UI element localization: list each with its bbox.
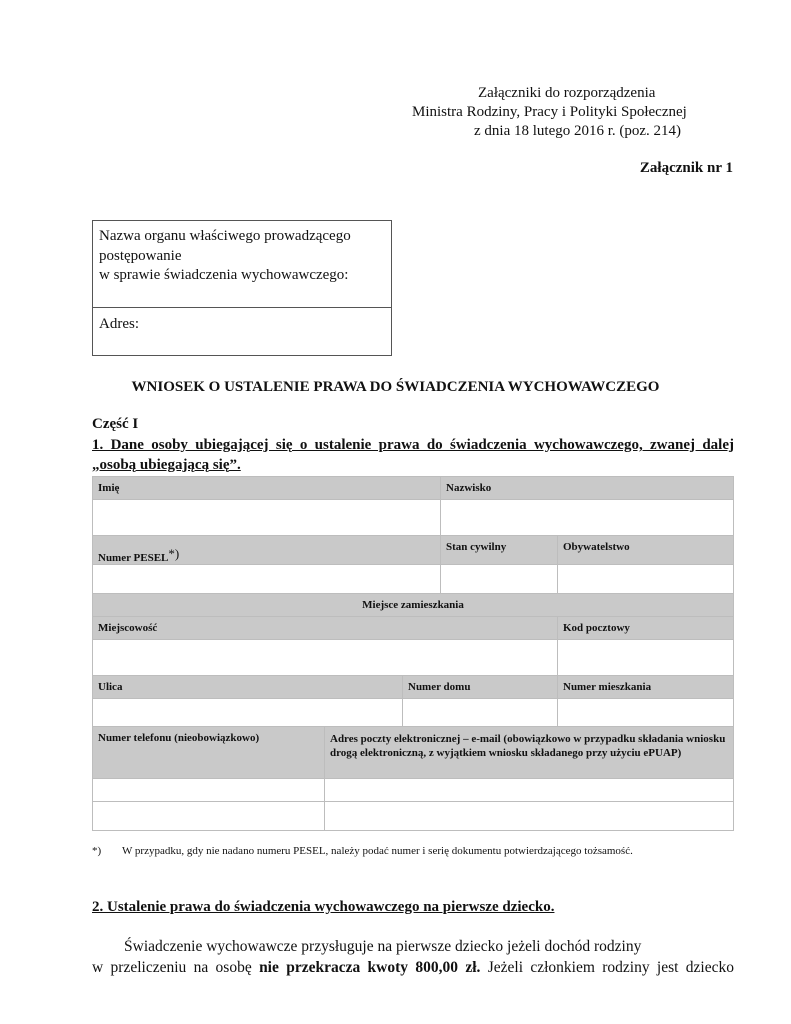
civil-status-header: Stan cywilny bbox=[441, 536, 558, 565]
attachment-number: Załącznik nr 1 bbox=[639, 160, 733, 176]
first-name-header: Imię bbox=[93, 477, 441, 500]
phone-input-2[interactable] bbox=[93, 802, 325, 831]
email-input-2[interactable] bbox=[325, 802, 734, 831]
house-number-input[interactable] bbox=[403, 699, 558, 727]
locality-input[interactable] bbox=[93, 640, 558, 676]
paragraph-line-1: Świadczenie wychowawcze przysługuje na pierwsze dziecko jeżeli dochód rodziny bbox=[124, 938, 642, 955]
citizenship-input[interactable] bbox=[558, 565, 734, 594]
organ-address-field[interactable] bbox=[93, 308, 391, 341]
pesel-header bbox=[93, 536, 441, 565]
organ-name-label-3: w sprawie świadczenia wychowawczego: bbox=[99, 267, 349, 283]
form-title: WNIOSEK O USTALENIE PRAWA DO ŚWIADCZENIA WYCHOWAWCZEGO bbox=[131, 379, 660, 395]
pesel-footnote bbox=[92, 845, 633, 857]
email-input[interactable] bbox=[325, 779, 734, 802]
section-2-title: 2. Ustalenie prawa do świadczenia wychowawczego na pierwsze dziecko. bbox=[92, 899, 555, 915]
postal-code-header: Kod pocztowy bbox=[558, 617, 734, 640]
citizenship-header: Obywatelstwo bbox=[558, 536, 734, 565]
organ-box bbox=[92, 220, 392, 356]
paragraph-line-2-start: w przeliczeniu na osobę bbox=[92, 959, 260, 976]
eligibility-paragraph bbox=[92, 936, 734, 978]
header-line-1: Załączniki do rozporządzenia bbox=[478, 85, 656, 101]
paragraph-line-2 bbox=[92, 957, 734, 978]
civil-status-input[interactable] bbox=[441, 565, 558, 594]
footnote-text: W przypadku, gdy nie nadano numeru PESEL, należy podać numer i serię dokumentu potwierdzającego tożsamość. bbox=[122, 845, 633, 857]
house-number-header: Numer domu bbox=[403, 676, 558, 699]
residence-header: Miejsce zamieszkania bbox=[93, 594, 734, 617]
regulation-header bbox=[380, 84, 740, 141]
income-limit: nie przekracza kwoty 800,00 zł. bbox=[259, 959, 481, 976]
street-header: Ulica bbox=[93, 676, 403, 699]
locality-header: Miejscowość bbox=[93, 617, 558, 640]
organ-address-label: Adres: bbox=[99, 316, 139, 332]
flat-number-header: Numer mieszkania bbox=[558, 676, 734, 699]
part-label: Część I bbox=[92, 416, 139, 432]
header-line-3: z dnia 18 lutego 2016 r. (poz. 214) bbox=[474, 123, 682, 139]
organ-name-label-1: Nazwa organu właściwego prowadzącego bbox=[99, 228, 351, 244]
organ-name-label-2: postępowanie bbox=[99, 247, 182, 264]
header-line-2: Ministra Rodziny, Pracy i Polityki Społecznej bbox=[412, 104, 687, 120]
section-1-title: 1. Dane osoby ubiegającej się o ustalenie prawa do świadczenia wychowawczego, zwanej dalej „osobą ubiegającą się”. bbox=[92, 437, 734, 473]
paragraph-line-2-end: Jeżeli członkiem rodziny jest dziecko bbox=[480, 959, 734, 976]
applicant-data-table bbox=[92, 476, 734, 831]
pesel-footnote-mark: *) bbox=[168, 546, 180, 561]
last-name-input[interactable] bbox=[441, 500, 734, 536]
flat-number-input[interactable] bbox=[558, 699, 734, 727]
pesel-input[interactable] bbox=[93, 565, 441, 594]
street-input[interactable] bbox=[93, 699, 403, 727]
postal-code-input[interactable] bbox=[558, 640, 734, 676]
footnote-mark: *) bbox=[92, 845, 102, 857]
phone-header: Numer telefonu (nieobowiązkowo) bbox=[93, 727, 325, 779]
last-name-header: Nazwisko bbox=[441, 477, 734, 500]
email-header: Adres poczty elektronicznej – e-mail (obowiązkowo w przypadku składania wniosku drogą elektroniczną, z wyjątkiem wniosku składanego przy użyciu ePUAP) bbox=[325, 727, 734, 779]
pesel-label: Numer PESEL bbox=[98, 552, 169, 564]
first-name-input[interactable] bbox=[93, 500, 441, 536]
phone-input[interactable] bbox=[93, 779, 325, 802]
organ-name-field[interactable] bbox=[93, 221, 391, 308]
